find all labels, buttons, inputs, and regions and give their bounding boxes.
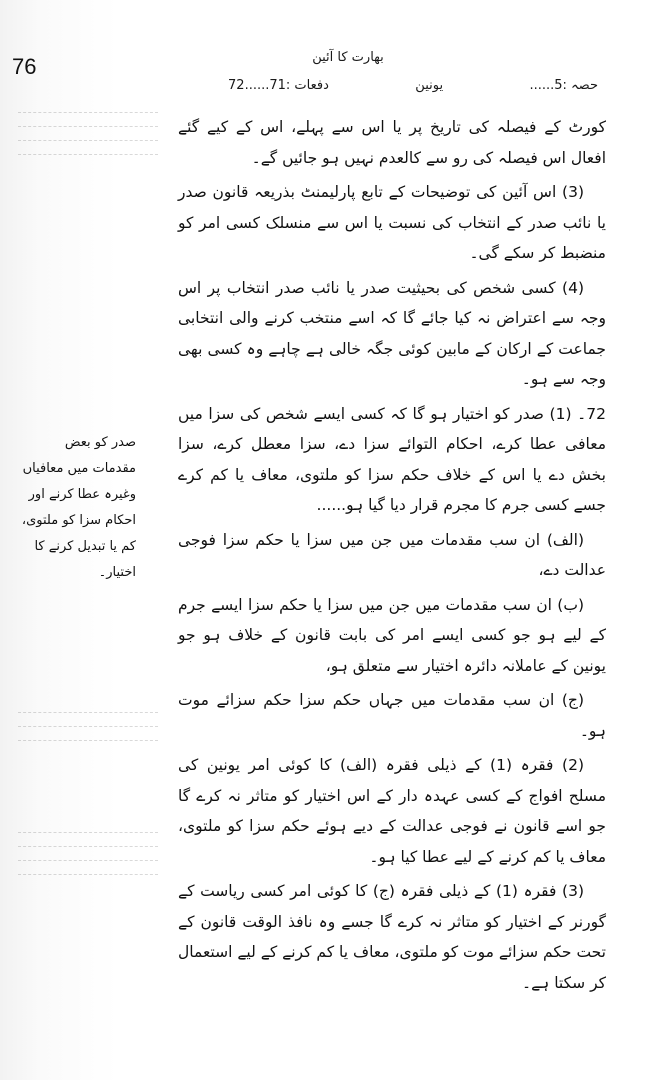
- running-title: بھارت کا آئین: [312, 50, 384, 65]
- bleed-through-marks: [18, 100, 158, 170]
- header-chapter: یونین: [415, 78, 444, 93]
- paragraph: (الف) ان سب مقدمات میں جن میں سزا یا حکم سزا فوجی عدالت دے،: [178, 530, 606, 579]
- header-articles: دفعات :71......72: [228, 78, 329, 93]
- paragraph: (3) فقرہ (1) کے ذیلی فقرہ (ج) کا کوئی امر کسی ریاست کے گورنر کے اختیار کو متاثر نہ کرے گا جسے وہ نافذ الوقت قانون کے تحت حکم سزائے موت کو ملتوی، معاف یا کم کرنے کے لیے استعمال کر سکتا ہے۔: [178, 882, 606, 992]
- paragraph: (2) فقرہ (1) کے ذیلی فقرہ (الف) کا کوئی امر یونین کی مسلح افواج کے کسی عہدہ دار کے اس اختیار کو متاثر نہ کرے گا جو اسے قانون نے فوجی عدالت کے دیے ہوئے حکم سزا کو ملتوی، معاف یا کم کرنے کے لیے عطا کیا ہو۔: [178, 756, 606, 866]
- paragraph: (ب) ان سب مقدمات میں جن میں سزا یا حکم سزا ایسے جرم کے لیے ہو جو کسی ایسے امر کی بابت قانون کے خلاف ہو جو یونین کے عاملانہ دائرہ اختیار سے متعلق ہو،: [178, 595, 606, 675]
- margin-note: صدر کو بعض مقدمات میں معافیاں وغیرہ عطا کرنے اور احکام سزا کو ملتوی، کم یا تبدیل کرنے کا اختیار۔: [21, 435, 136, 580]
- page-number: 76: [12, 54, 37, 79]
- header-part: حصہ :5......: [529, 78, 598, 93]
- bleed-through-marks: [18, 820, 158, 890]
- paragraph: (ج) ان سب مقدمات میں جہاں حکم سزا حکم سزائے موت ہو۔: [178, 691, 606, 740]
- paragraph: (3) اس آئین کی توضیحات کے تابع پارلیمنٹ بذریعہ قانون صدر یا نائب صدر کے انتخاب کی نسبت یا اس سے منسلک کسی امر کو منضبط کر سکے گی۔: [178, 183, 606, 262]
- paragraph: (4) کسی شخص کی بحیثیت صدر یا نائب صدر انتخاب پر اس وجہ سے اعتراض نہ کیا جائے گا کہ اسے منتخب کرنے والی انتخابی جماعت کے ارکان کے مابین کوئی جگہ خالی ہے چاہے وہ کسی بھی وجہ سے ہو۔: [178, 278, 606, 388]
- body-text: [178, 112, 606, 1002]
- paragraph: 72۔ (1) صدر کو اختیار ہو گا کہ کسی ایسے شخص کی سزا میں معافی عطا کرے، احکام التوائے سزا دے، سزا معطل کرے، سزا بخش دے یا اس کے خلاف حکم سزا کو ملتوی، معاف یا کم کرے جسے کسی جرم کا مجرم قرار دیا گیا ہو......: [178, 404, 606, 514]
- section-header: [228, 78, 598, 93]
- paragraph: کورٹ کے فیصلہ کی تاریخ پر یا اس سے پہلے، اس کے کیے گئے افعال اس فیصلہ کی رو سے کالعدم نہیں ہو جائیں گے۔: [178, 118, 606, 167]
- bleed-through-marks: [18, 700, 158, 770]
